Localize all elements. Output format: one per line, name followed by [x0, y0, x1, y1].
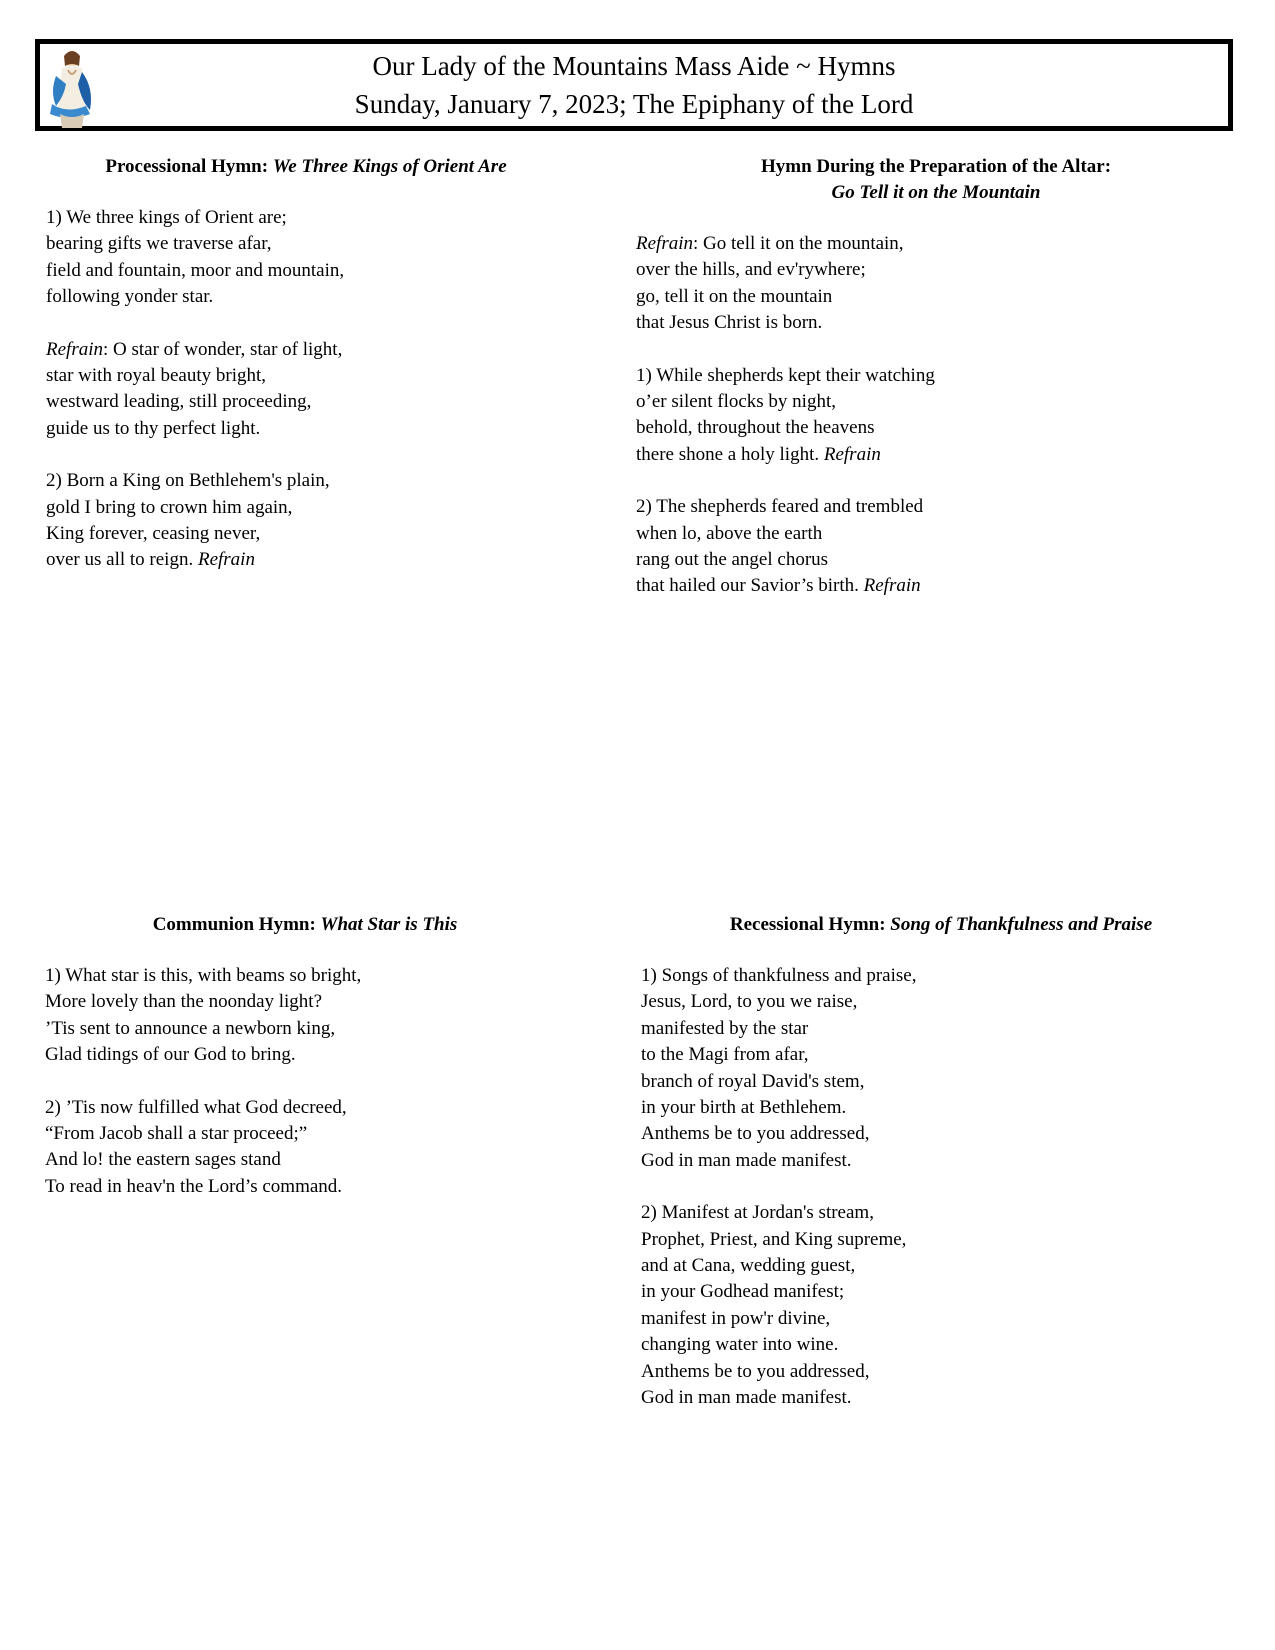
refrain-cue: Refrain — [823, 443, 881, 465]
lyric-line: rang out the angel chorus — [636, 549, 829, 571]
lyric-text: there shone a holy light. — [636, 443, 824, 465]
lyric-line: More lovely than the noonday light? — [45, 991, 323, 1013]
processional-verse-2 — [46, 468, 566, 574]
processional-refrain — [46, 337, 566, 443]
lyric-line — [46, 337, 566, 363]
lyric-line: 1) Songs of thankfulness and praise, — [641, 965, 917, 986]
processional-verse-1 — [46, 205, 566, 311]
lyric-line: Jesus, Lord, to you we raise, — [641, 991, 858, 1013]
lyric-line: in your Godhead manifest; — [641, 1281, 845, 1303]
lyric-line: Anthems be to you addressed, — [641, 1360, 870, 1382]
lyric-line: in your birth at Bethlehem. — [641, 1097, 847, 1119]
preparation-title: Go Tell it on the Mountain — [831, 182, 1041, 203]
lyric-line: o’er silent flocks by night, — [636, 391, 836, 413]
lyric-line — [46, 547, 566, 573]
lyric-line: And lo! the eastern sages stand — [45, 1149, 281, 1171]
lyric-line: God in man made manifest. — [641, 1387, 852, 1409]
lyric-line — [636, 442, 1236, 468]
lyric-line: field and fountain, moor and mountain, — [46, 259, 345, 281]
lyric-line: 1) While shepherds kept their watching — [636, 364, 935, 386]
lyric-line: 2) Born a King on Bethlehem's plain, — [46, 470, 330, 492]
refrain-cue: Refrain — [863, 575, 921, 597]
communion-verse-2 — [45, 1095, 565, 1201]
preparation-refrain — [636, 231, 1236, 337]
refrain-cue: Refrain — [197, 549, 255, 571]
preparation-label: Hymn During the Preparation of the Altar: — [760, 156, 1112, 177]
lyric-text: over us all to reign. — [46, 549, 198, 571]
lyric-line: 2) ’Tis now fulfilled what God decreed, — [45, 1096, 347, 1118]
processional-heading — [46, 154, 566, 180]
refrain-label: Refrain — [636, 233, 693, 254]
lyric-line: King forever, ceasing never, — [46, 523, 261, 545]
lyric-line: Anthems be to you addressed, — [641, 1123, 870, 1145]
recessional-verse-2 — [641, 1200, 1241, 1411]
lyric-line — [636, 231, 1236, 257]
lyric-text: that hailed our Savior’s birth. — [636, 575, 864, 597]
preparation-verse-1 — [636, 363, 1236, 469]
processional-hymn-section — [46, 154, 566, 574]
lyric-line: manifested by the star — [641, 1017, 809, 1039]
preparation-heading — [636, 154, 1236, 206]
lyric-line: go, tell it on the mountain — [636, 285, 833, 307]
refrain-text: : Go tell it on the mountain, — [693, 233, 904, 254]
recessional-heading — [641, 912, 1241, 938]
communion-heading — [45, 912, 565, 938]
preparation-verse-2 — [636, 494, 1236, 600]
recessional-verse-1 — [641, 963, 1241, 1174]
refrain-label: Refrain — [46, 338, 103, 360]
lyric-line: guide us to thy perfect light. — [46, 417, 261, 439]
refrain-text: : O star of wonder, star of light, — [103, 338, 343, 360]
lyric-line: changing water into wine. — [641, 1334, 839, 1356]
bulletin-title: Our Lady of the Mountains Mass Aide ~ Hymns — [372, 51, 896, 81]
lyric-line: following yonder star. — [46, 286, 214, 308]
lyric-line: 1) What star is this, with beams so bright, — [45, 965, 362, 986]
lyric-line: God in man made manifest. — [641, 1149, 852, 1171]
lyric-line: and at Cana, wedding guest, — [641, 1255, 856, 1277]
bulletin-date: Sunday, January 7, 2023; The Epiphany of the Lord — [354, 89, 914, 119]
lyric-line: star with royal beauty bright, — [46, 365, 267, 387]
lyric-line: over the hills, and ev'rywhere; — [636, 259, 866, 281]
recessional-label: Recessional Hymn: — [729, 914, 891, 935]
lyric-line: when lo, above the earth — [636, 522, 823, 544]
lyric-line: 2) Manifest at Jordan's stream, — [641, 1202, 874, 1224]
lyric-line: manifest in pow'r divine, — [641, 1307, 831, 1329]
recessional-title: Song of Thankfulness and Praise — [890, 914, 1153, 935]
processional-title: We Three Kings of Orient Are — [272, 156, 507, 177]
lyric-line: branch of royal David's stem, — [641, 1070, 865, 1092]
lyric-line: To read in heav'n the Lord’s command. — [45, 1175, 343, 1197]
lyric-line: to the Magi from afar, — [641, 1044, 809, 1066]
preparation-hymn-section — [636, 154, 1236, 600]
recessional-hymn-section — [641, 912, 1241, 1412]
processional-label: Processional Hymn: — [105, 156, 273, 177]
lyric-line: Prophet, Priest, and King supreme, — [641, 1228, 907, 1250]
lyric-line: westward leading, still proceeding, — [46, 391, 312, 413]
lyric-line: bearing gifts we traverse afar, — [46, 233, 272, 255]
lyric-line: “From Jacob shall a star proceed;” — [45, 1123, 308, 1145]
lyric-line: Glad tidings of our God to bring. — [45, 1044, 296, 1066]
communion-label: Communion Hymn: — [152, 914, 321, 935]
lyric-line: ’Tis sent to announce a newborn king, — [45, 1017, 336, 1039]
communion-title: What Star is This — [320, 914, 458, 935]
lyric-line: that Jesus Christ is born. — [636, 312, 823, 334]
header-box — [35, 39, 1233, 131]
lyric-line — [636, 573, 1236, 599]
communion-hymn-section — [45, 912, 565, 1200]
lyric-line: 1) We three kings of Orient are; — [46, 207, 287, 228]
communion-verse-1 — [45, 963, 565, 1069]
lyric-line: gold I bring to crown him again, — [46, 496, 293, 518]
lyric-line: 2) The shepherds feared and trembled — [636, 496, 924, 518]
lyric-line: behold, throughout the heavens — [636, 417, 875, 439]
